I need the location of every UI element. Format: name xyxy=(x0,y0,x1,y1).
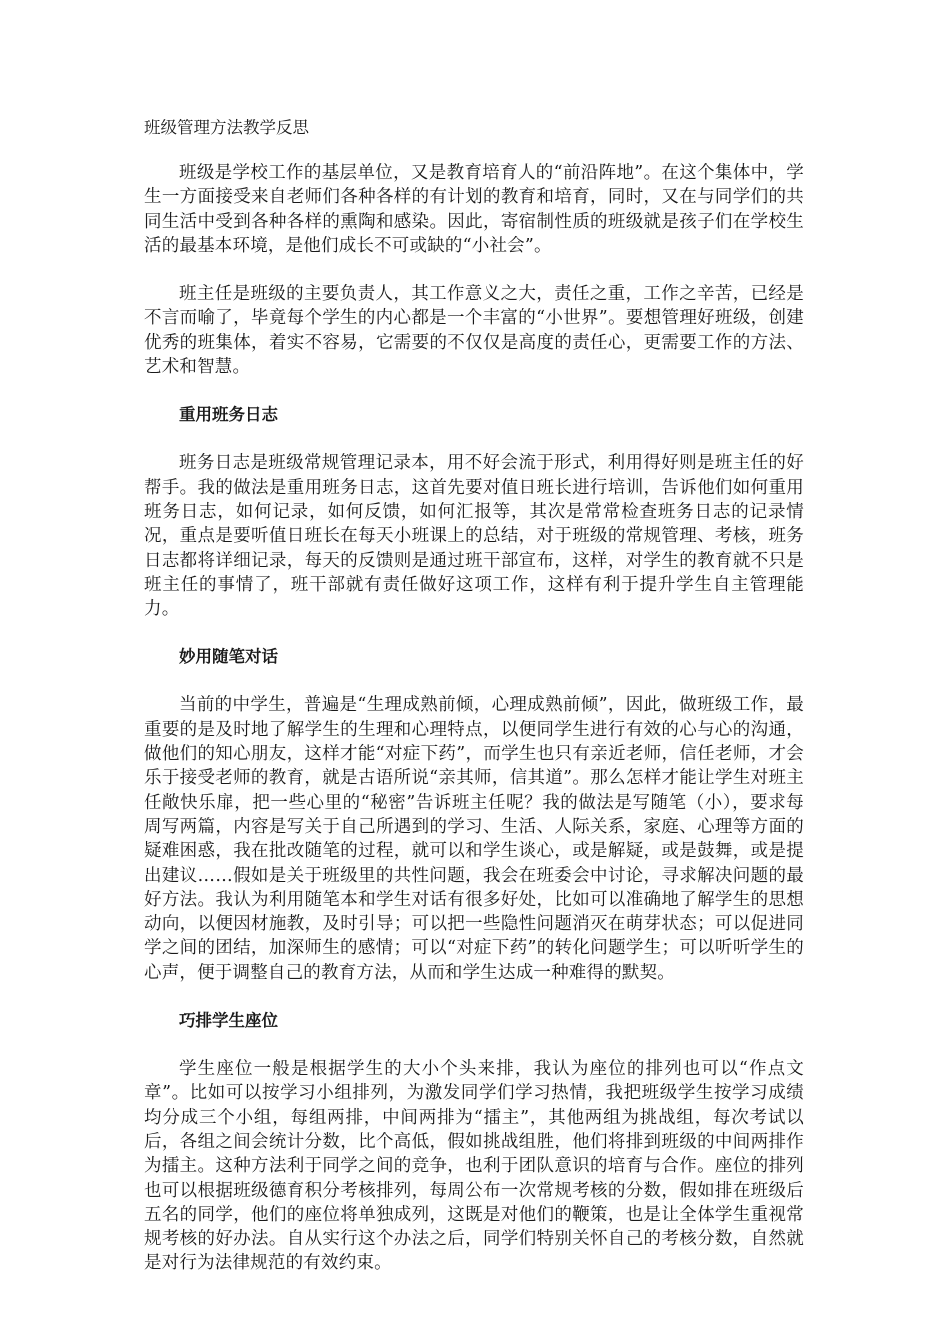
section-paragraph-class-log: 班务日志是班级常规管理记录本，用不好会流于形式，利用得好则是班主任的好帮手。我的做法是重用班务日志，这首先要对值日班长进行培训，告诉他们如何重用班务日志，如何记录，如何反馈，如何汇报等，其次是常常检查班务日志的记录情况，重点是要听值日班长在每天小班课上的总结，对于班级的常规管理、考核，班务日志都将详细记录，每天的反馈则是通过班干部宣布，这样，对学生的教育就不只是班主任的事情了，班干部就有责任做好这项工作，这样有利于提升学生自主管理能力。 xyxy=(144,453,804,620)
section-heading-seating: 巧排学生座位 xyxy=(179,1011,278,1031)
document-page xyxy=(144,116,804,1300)
section-paragraph-seating: 学生座位一般是根据学生的大小个头来排，我认为座位的排列也可以“作点文章”。比如可以按学习小组排列，为激发同学们学习热情，我把班级学生按学习成绩均分成三个小组，每组两排，中间两排为“擂主”，其他两组为挑战组，每次考试以后，各组之间会统计分数，比个高低，假如挑战组胜，他们将排到班级的中间两排作为擂主。这种方法利于同学之间的竞争，也利于团队意识的培育与合作。座位的排列也可以根据班级德育积分考核排列，每周公布一次常规考核的分数，假如排在班级后五名的同学，他们的座位将单独成列，这既是对他们的鞭策，也是让全体学生重视常规考核的好办法。自从实行这个办法之后，同学们特别关怀自己的考核分数，自然就是对行为法律规范的有效约束。 xyxy=(144,1059,804,1274)
intro-paragraph-2: 班主任是班级的主要负责人，其工作意义之大，责任之重，工作之辛苦，已经是不言而喻了，毕竟每个学生的内心都是一个丰富的“小世界”。要想管理好班级，创建优秀的班集体，着实不容易，它需要的不仅仅是高度的责任心，更需要工作的方法、艺术和智慧。 xyxy=(144,284,804,378)
section-paragraph-essay-dialogue: 当前的中学生，普遍是“生理成熟前倾，心理成熟前倾”，因此，做班级工作，最重要的是及时地了解学生的生理和心理特点，以便同学生进行有效的心与心的沟通，做他们的知心朋友，这样才能“对症下药”，而学生也只有亲近老师，信任老师，才会乐于接受老师的教育，就是古语所说“亲其师，信其道”。那么怎样才能让学生对班主任敞快乐扉，把一些心里的“秘密”告诉班主任呢？我的做法是写随笔（小），要求每周写两篇，内容是写关于自己所遇到的学习、生活、人际关系，家庭、心理等方面的疑难困惑，我在批改随笔的过程，就可以和学生谈心，或是解疑，或是鼓舞，或是提出建议……假如是关于班级里的共性问题，我会在班委会中讨论，寻求解决问题的最好方法。我认为利用随笔本和学生对话有很多好处，比如可以准确地了解学生的思想动向，以便因材施教，及时引导；可以把一些隐性问题消灭在萌芽状态；可以促进同学之间的团结，加深师生的感情；可以“对症下药”的转化问题学生；可以听听学生的心声，便于调整自己的教育方法，从而和学生达成一种难得的默契。 xyxy=(144,695,804,983)
section-heading-class-log: 重用班务日志 xyxy=(179,405,278,425)
section-heading-essay-dialogue: 妙用随笔对话 xyxy=(179,647,278,667)
intro-paragraph-1: 班级是学校工作的基层单位，又是教育培育人的“前沿阵地”。在这个集体中，学生一方面接受来自老师们各种各样的有计划的教育和培育，同时，又在与同学们的共同生活中受到各种各样的熏陶和感染。因此，寄宿制性质的班级就是孩子们在学校生活的最基本环境，是他们成长不可或缺的“小社会”。 xyxy=(144,163,804,256)
document-title: 班级管理方法教学反思 xyxy=(144,118,309,137)
